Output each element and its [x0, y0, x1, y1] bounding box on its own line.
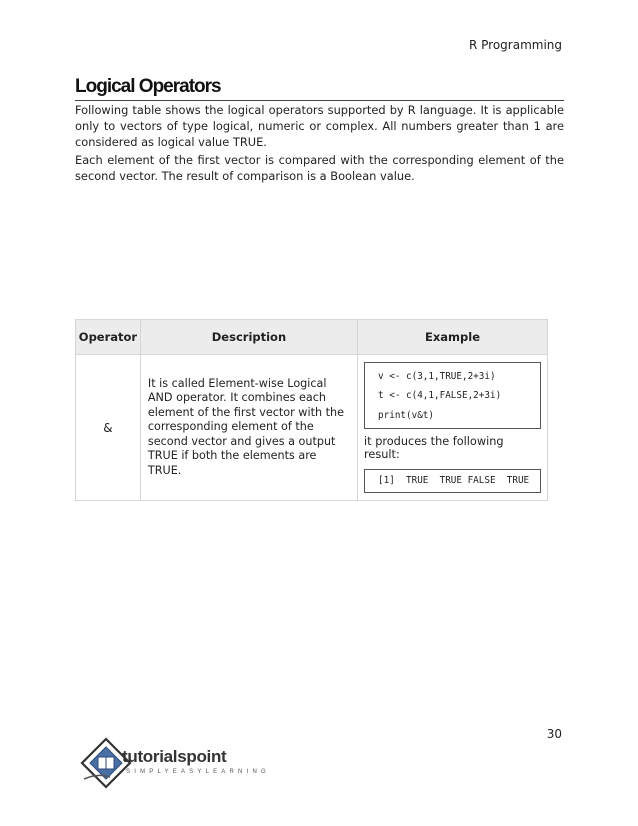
output-block: [1] TRUE TRUE FALSE TRUE: [364, 469, 541, 493]
example-content: [358, 362, 547, 494]
table-header-row: [76, 320, 548, 355]
result-label: it produces the following result:: [364, 435, 504, 462]
code-block: [364, 362, 541, 430]
logical-operators-table: [75, 319, 548, 501]
code-line: print(v&t): [378, 409, 435, 421]
comparison-paragraph: Each element of the first vector is compared with the corresponding element of the second vector. The result of comparison is a Boolean value.: [75, 153, 564, 183]
tutorialspoint-logo: [76, 733, 270, 793]
operator-cell: &: [76, 355, 141, 501]
description-column-header: Description: [140, 320, 357, 355]
operator-column-header: Operator: [76, 320, 141, 355]
running-header: R Programming: [468, 38, 562, 52]
code-line: t <- c(4,1,FALSE,2+3i): [378, 390, 502, 402]
description-cell: [140, 355, 357, 501]
example-column-header: Example: [358, 320, 548, 355]
section-title: Logical Operators: [75, 76, 564, 101]
code-line: v <- c(3,1,TRUE,2+3i): [378, 370, 496, 382]
intro-paragraph: Following table shows the logical operators supported by R language. It is applicable only to vectors of type logical, numeric or complex. All numbers greater than 1 are considered as logical value TRUE.: [75, 103, 564, 149]
table-row: [76, 355, 548, 501]
page-number: 30: [546, 727, 562, 741]
description-text: It is called Element-wise Logical AND operator. It combines each element of the first vector with the corresponding element of the second vector and gives a output TRUE if both the elements are TRUE.: [147, 376, 344, 477]
logo-brand-text: tutorialspoint: [122, 747, 227, 766]
logo-tagline: SIMPLYEASYLEARNING: [126, 769, 270, 775]
example-cell: [358, 355, 548, 501]
